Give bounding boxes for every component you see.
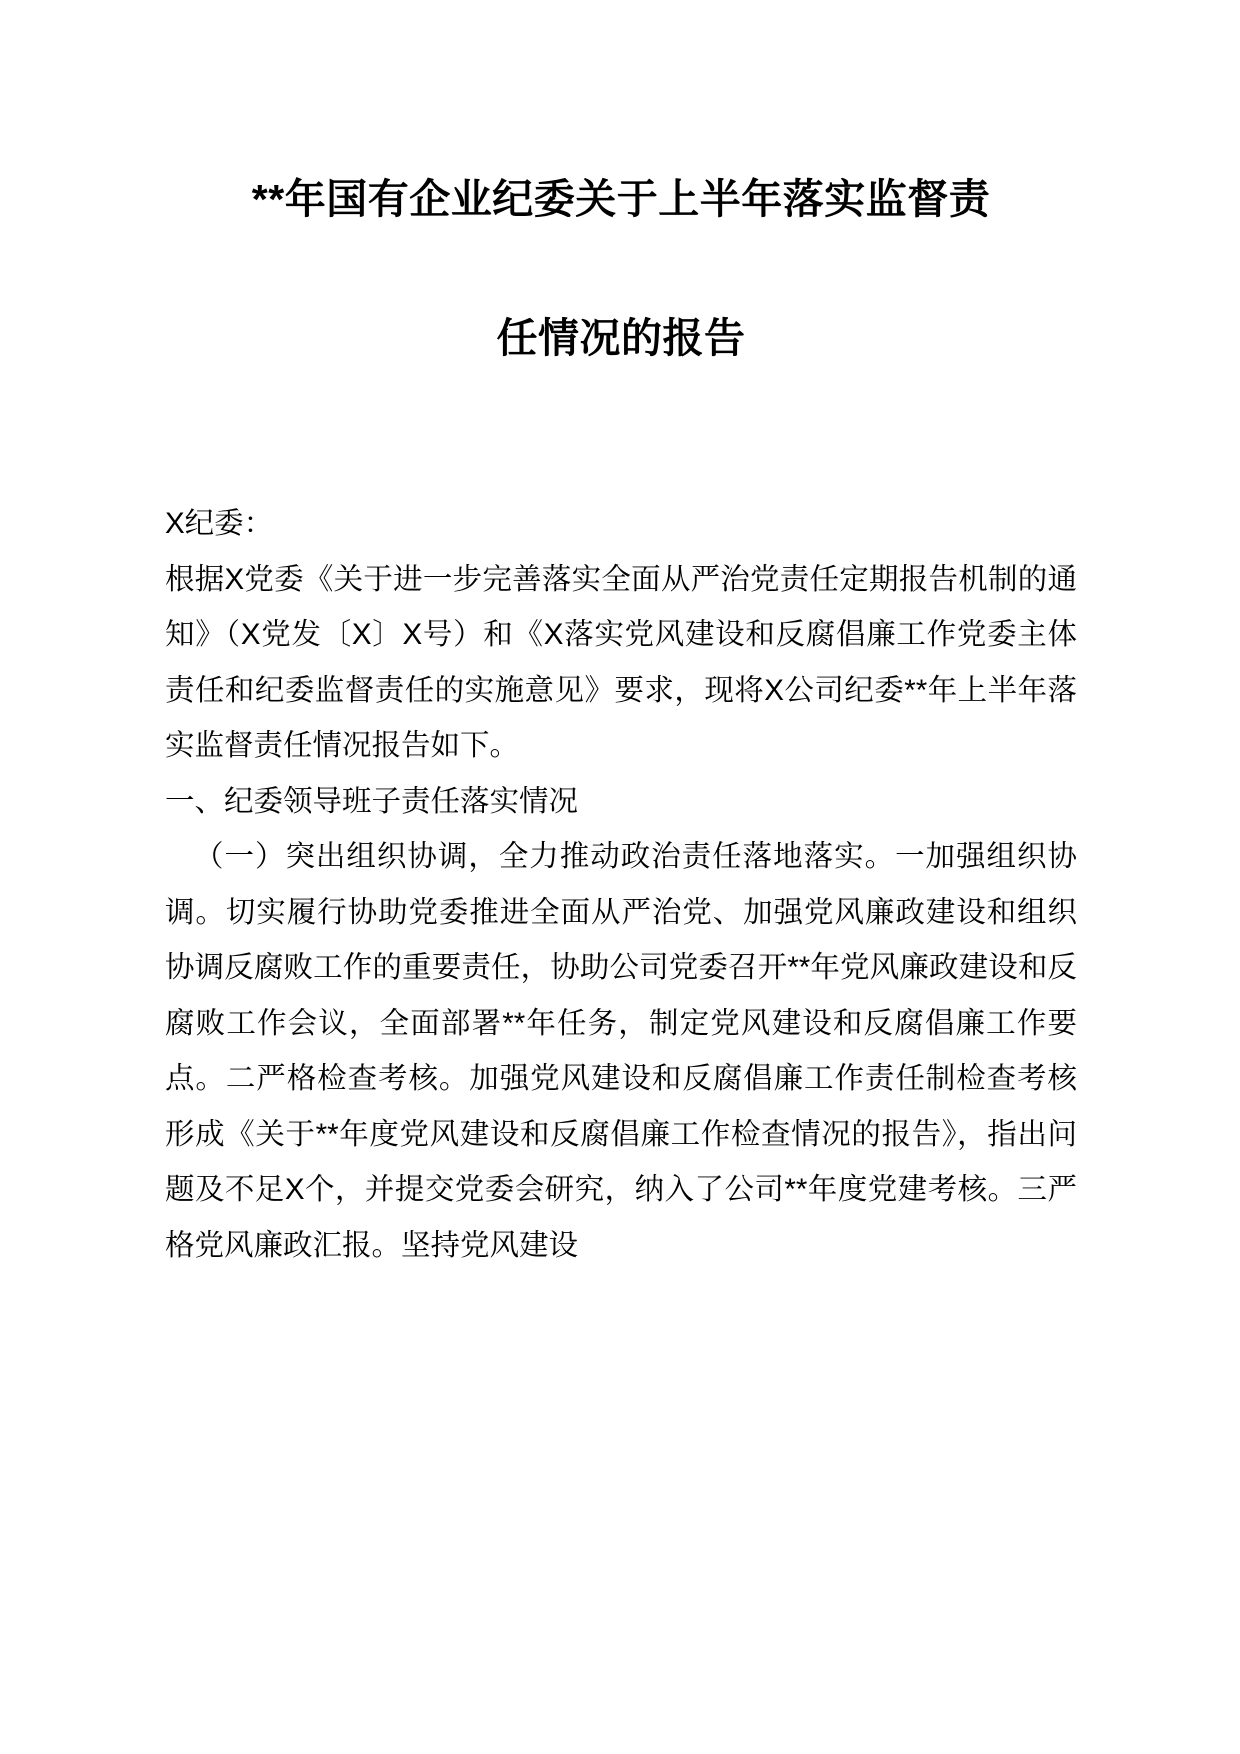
document-content (165, 0, 1077, 1273)
paragraph-section-1-1: （一）突出组织协调，全力推动政治责任落地落实。一加强组织协调。切实履行协助党委推进全面从严治党、加强党风廉政建设和组织协调反腐败工作的重要责任，协助公司党委召开**年党风廉政建设和反腐败工作会议，全面部署**年任务，制定党风建设和反腐倡廉工作要点。二严格检查考核。加强党风建设和反腐倡廉工作责任制检查考核形成《关于**年度党风建设和反腐倡廉工作检查情况的报告》，指出问题及不足X个，并提交党委会研究，纳入了公司**年度党建考核。三严格党风廉政汇报。坚持党风建设 (165, 840, 1077, 1262)
page-title-line-2: 任情况的报告 (496, 315, 746, 361)
paragraph-intro: 根据X党委《关于进一步完善落实全面从严治党责任定期报告机制的通知》（X党发〔X〕X号）和《X落实党风建设和反腐倡廉工作党委主体责任和纪委监督责任的实施意见》要求，现将X公司纪委**年上半年落实监督责任情况报告如下。 (165, 562, 1077, 762)
page-title (165, 130, 1077, 408)
heading-section-1: 一、纪委领导班子责任落实情况 (165, 784, 579, 818)
document-title-block (165, 0, 1077, 408)
document-body (165, 408, 1077, 1273)
salutation: X纪委： (165, 507, 274, 540)
page-title-line-1: **年国有企业纪委关于上半年落实监督责 (251, 176, 991, 222)
